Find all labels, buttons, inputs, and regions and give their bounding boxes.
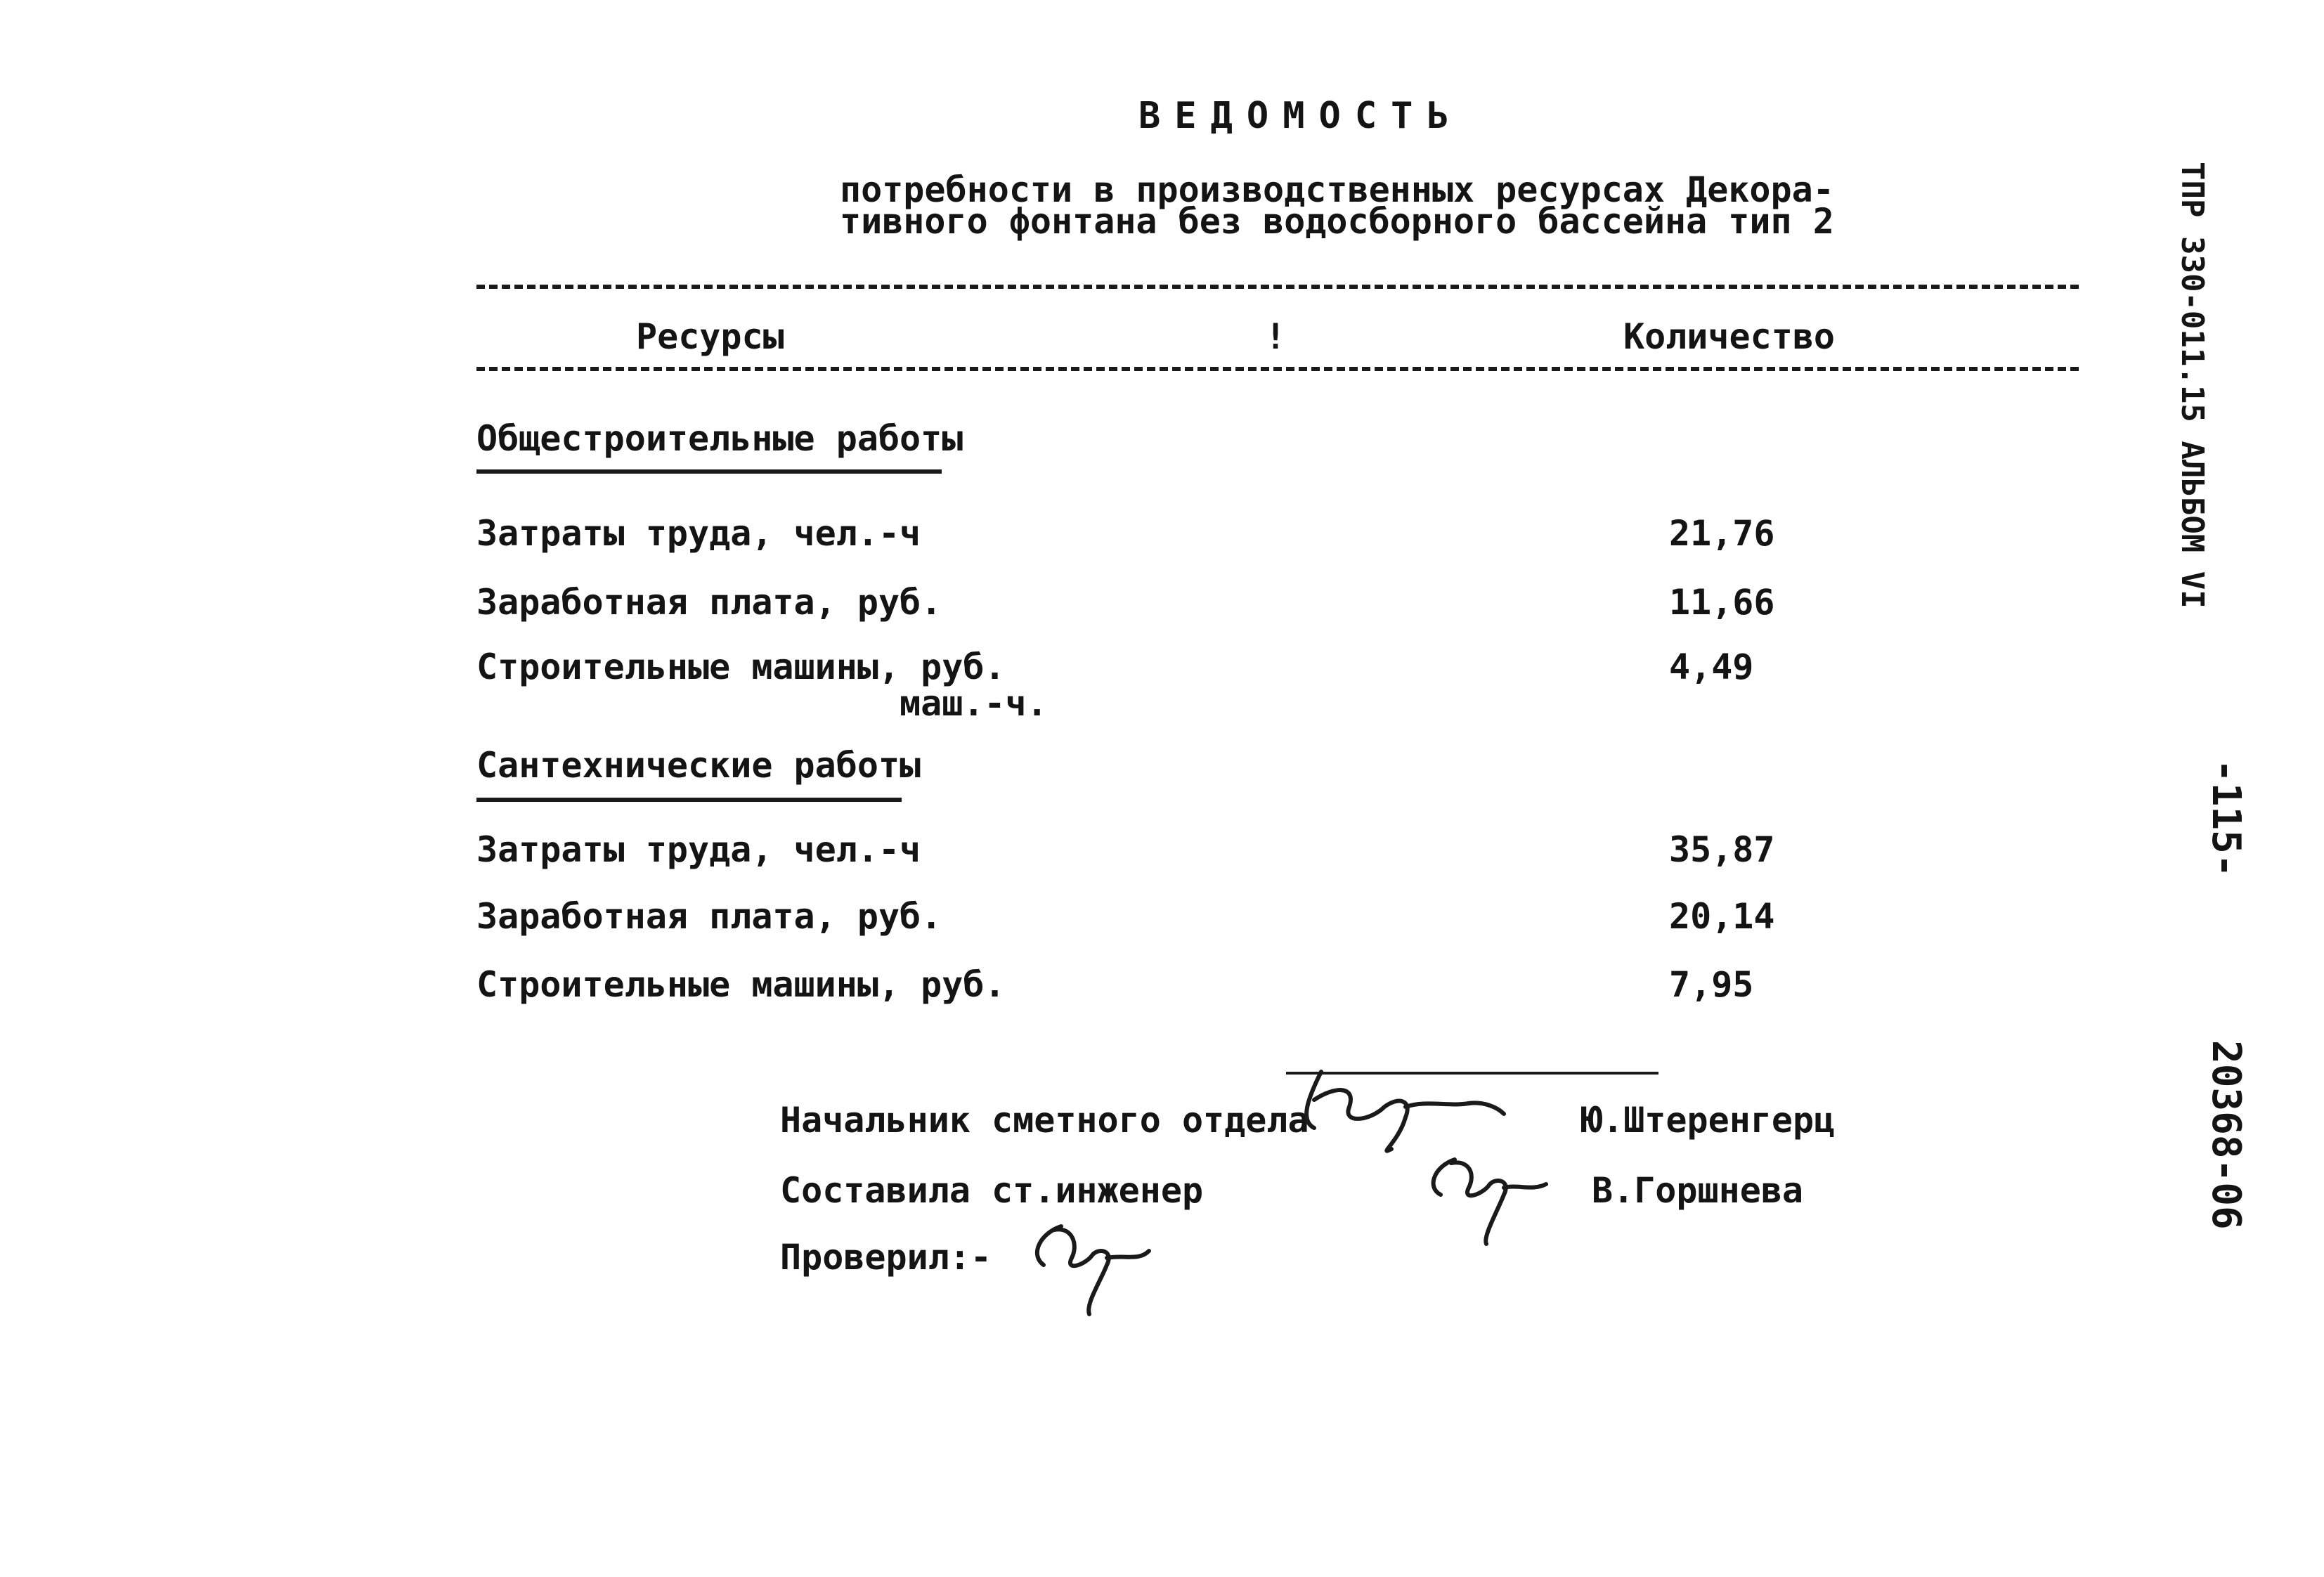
row-value: 4,49 [1669,647,1754,687]
section-heading-underline [476,798,902,802]
column-header-resources: Ресурсы [636,316,784,357]
section-heading-plumbing: Сантехнические работы [476,745,921,786]
row-label: Затраты труда, чел.-ч [476,513,921,554]
row-label: Строительные машины, руб. [476,647,1006,687]
signature-role-checked: Проверил:- [780,1237,992,1278]
signature-name-compiled: В.Горшнева [1592,1170,1804,1211]
row-label: Затраты труда, чел.-ч [476,829,921,870]
handwritten-signature-checked [1012,1212,1174,1318]
table-top-rule [476,285,2079,289]
signature-role-head: Начальник сметного отдела [780,1100,1309,1141]
row-value: 7,95 [1669,964,1754,1005]
document-subtitle-line1: потребности в производственных ресурсах Декора- [840,169,1834,210]
row-value: 20,14 [1669,896,1775,937]
document-title: ВЕДОМОСТЬ [1138,95,1463,137]
row-label: Заработная плата, руб. [476,896,942,937]
section-heading-underline [476,469,942,474]
row-value: 35,87 [1669,829,1775,870]
signature-role-compiled: Составила ст.инженер [780,1170,1204,1211]
section-heading-general-construction: Общестроительные работы [476,418,963,459]
row-label-unit: маш.-ч. [900,683,1048,724]
row-label: Строительные машины, руб. [476,964,1006,1005]
margin-album-code: ТПР 330-011.15 АЛЬБОМ VI [2174,162,2210,609]
margin-page-number: -115- [2203,759,2249,878]
handwritten-signature-compiled [1413,1146,1567,1251]
signature-name-head: Ю.Штеренгерц [1581,1100,1836,1141]
row-label: Заработная плата, руб. [476,582,942,623]
table-header-rule [476,367,2079,371]
row-value: 11,66 [1669,582,1775,623]
margin-document-number: 20368-06 [2203,1040,2249,1230]
row-value: 21,76 [1669,513,1775,554]
column-header-quantity: Количество [1623,316,1836,357]
column-header-separator: ! [1265,316,1287,357]
document-subtitle-line2: тивного фонтана без водосборного бассейна тип 2 [840,201,1834,242]
